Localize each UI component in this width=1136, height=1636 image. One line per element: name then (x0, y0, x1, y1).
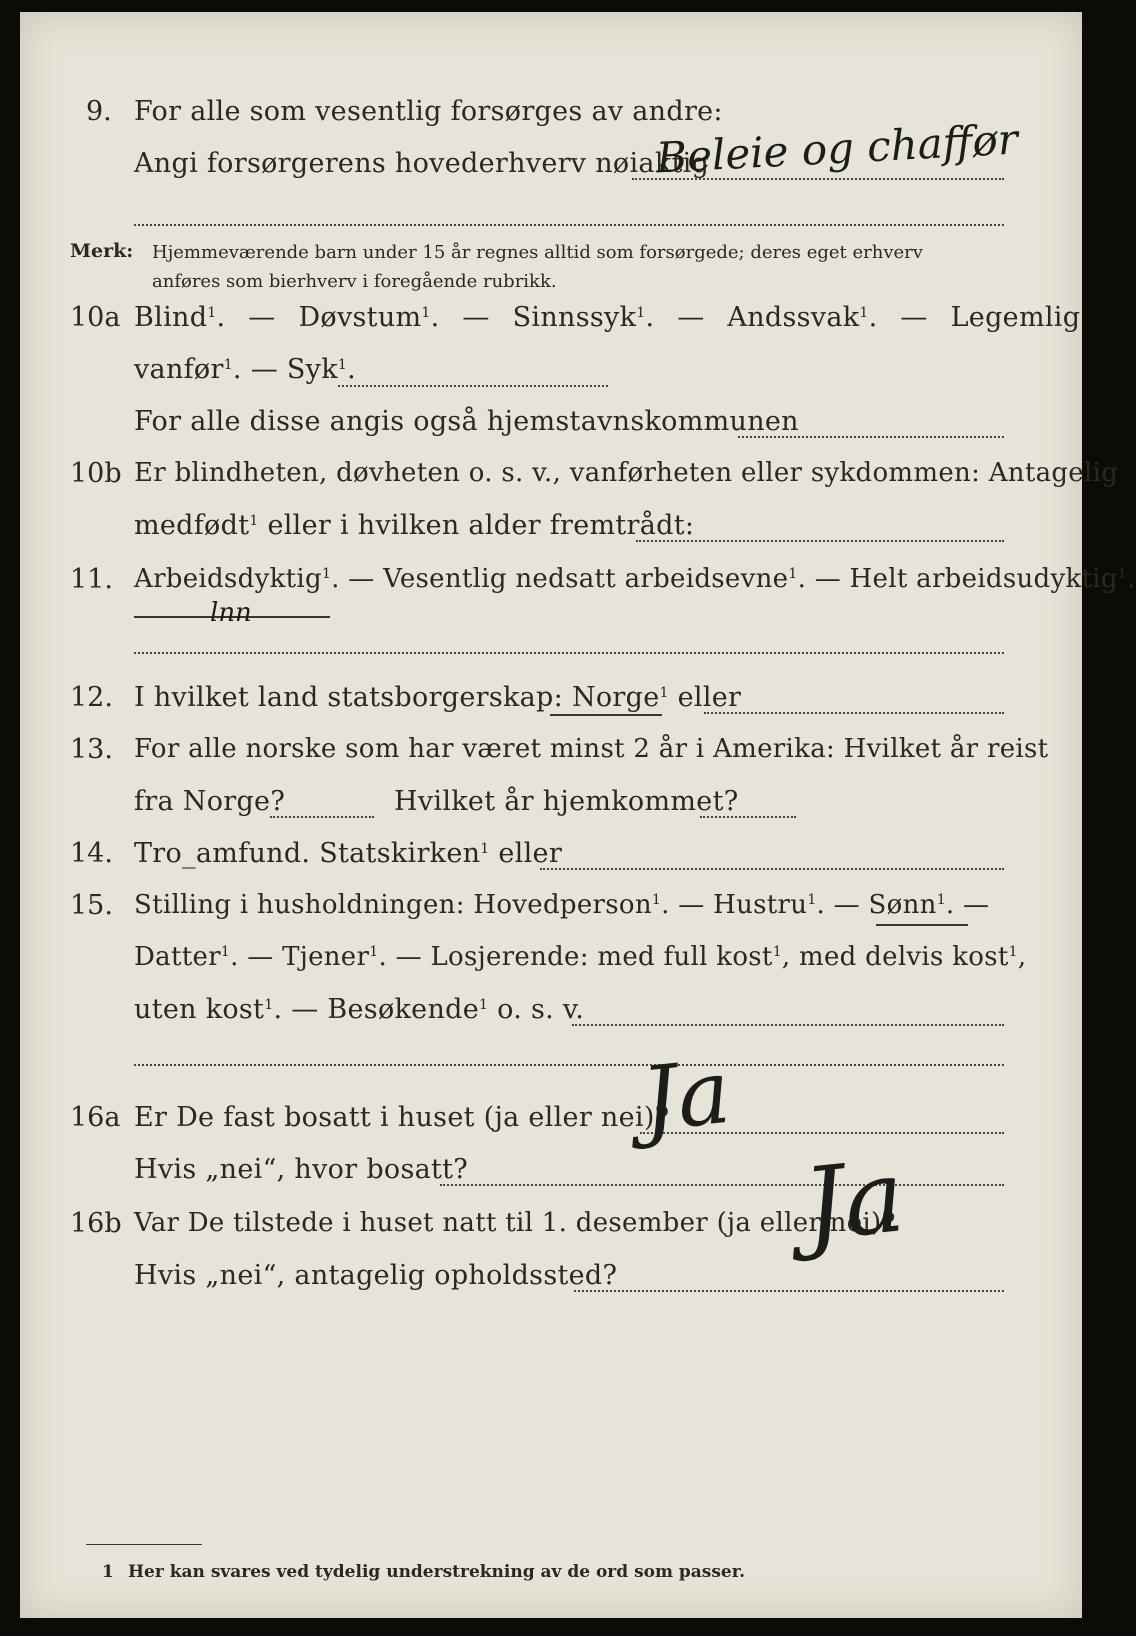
q16b-handwritten-answer: Ja (798, 1137, 910, 1264)
q10a-line2: vanfør$^1$. — Syk$^1$. (134, 354, 356, 385)
q13-number: 13. (70, 734, 113, 765)
merk-line2: anføres som bierhverv i foregående rubrikk. (152, 271, 557, 292)
q16a-number: 16a (70, 1102, 121, 1133)
merk-line1: Hjemmeværende barn under 15 år regnes alltid som forsørgede; deres eget erhverv (152, 242, 923, 263)
q12-answer-line (704, 712, 1004, 714)
footnote-mark: 1 (102, 1562, 114, 1582)
q14-answer-line (540, 868, 1004, 870)
q10a-number: 10a (70, 302, 121, 333)
footnote-text: Her kan svares ved tydelig understrekning av de ord som passer. (128, 1562, 746, 1582)
q10b-line1: Er blindheten, døvheten o. s. v., vanførheten eller sykdommen: Antagelig (134, 458, 1119, 488)
footnote-rule (86, 1544, 202, 1545)
q10a-hjemstavn-line (738, 436, 1004, 438)
q16b-opholdssted-line (574, 1290, 1004, 1292)
q13-line2-a: fra Norge? (134, 786, 286, 817)
q12-line: I hvilket land statsborgerskap: Norge$^1$ eller (134, 682, 742, 713)
q13-hjemkommet-line (700, 816, 796, 818)
q16a-line2: Hvis „nei“, hvor bosatt? (134, 1154, 469, 1185)
q10b-number: 10b (70, 458, 122, 489)
q9-extra-line (134, 224, 1004, 226)
q15-underline-sonn (876, 924, 968, 926)
merk-label: Merk: (70, 240, 134, 262)
q9-handwritten-answer: Beleie og chaffør (654, 114, 1019, 183)
q10a-line3: For alle disse angis også hjemstavnskommunen (134, 406, 799, 437)
q15-line1: Stilling i husholdningen: Hovedperson$^1$. — Hustru$^1$. — Sønn$^1$. — (134, 890, 990, 920)
q12-underline-norge (550, 714, 662, 716)
q16b-line2: Hvis „nei“, antagelig opholdssted? (134, 1260, 618, 1291)
q13-line1: For alle norske som har været minst 2 år i Amerika: Hvilket år reist (134, 734, 1049, 764)
q11-number: 11. (70, 564, 113, 595)
q10a-line1: Blind$^1$. — Døvstum$^1$. — Sinnssyk$^1$. — Andssvak$^1$. — Legemlig (134, 302, 1081, 333)
q11-extra-line (134, 652, 1004, 654)
q14-line: Tro_amfund. Statskirken$^1$ eller (134, 838, 563, 869)
q9-question-line2: Angi forsørgerens hovederhverv nøiaktig (134, 148, 710, 179)
q16b-line1: Var De tilstede i huset natt til 1. desember (ja eller nei)? (134, 1208, 896, 1238)
q9-number: 9. (86, 96, 112, 127)
q15-extra-line (134, 1064, 1004, 1066)
q11-line: Arbeidsdyktig$^1$. — Vesentlig nedsatt arbeidsevne$^1$. — Helt arbeidsudyktig$^1$. (134, 564, 1136, 594)
q16a-line1: Er De fast bosatt i huset (ja eller nei)? (134, 1102, 670, 1133)
q11-handwritten-mark: lnn (210, 598, 252, 628)
q10a-syk-line (338, 385, 608, 387)
census-form-page (20, 12, 1136, 1618)
q14-number: 14. (70, 838, 113, 869)
q15-line2: Datter$^1$. — Tjener$^1$. — Losjerende: med full kost$^1$, med delvis kost$^1$, (134, 942, 1027, 972)
q9-question-line1: For alle som vesentlig forsørges av andre: (134, 96, 723, 127)
q13-reist-line (270, 816, 374, 818)
q13-line2-b: Hvilket år hjemkommet? (394, 786, 739, 817)
q15-answer-line (572, 1024, 1004, 1026)
q16b-number: 16b (70, 1208, 122, 1239)
q16a-handwritten-answer: Ja (636, 1039, 735, 1152)
q10b-answer-line (636, 540, 1004, 542)
q15-number: 15. (70, 890, 113, 921)
q16a-bosatt-line (440, 1184, 1004, 1186)
q12-number: 12. (70, 682, 113, 713)
q15-line3: uten kost$^1$. — Besøkende$^1$ o. s. v. (134, 994, 585, 1025)
q10b-line2: medfødt$^1$ eller i hvilken alder fremtrådt: (134, 510, 695, 541)
